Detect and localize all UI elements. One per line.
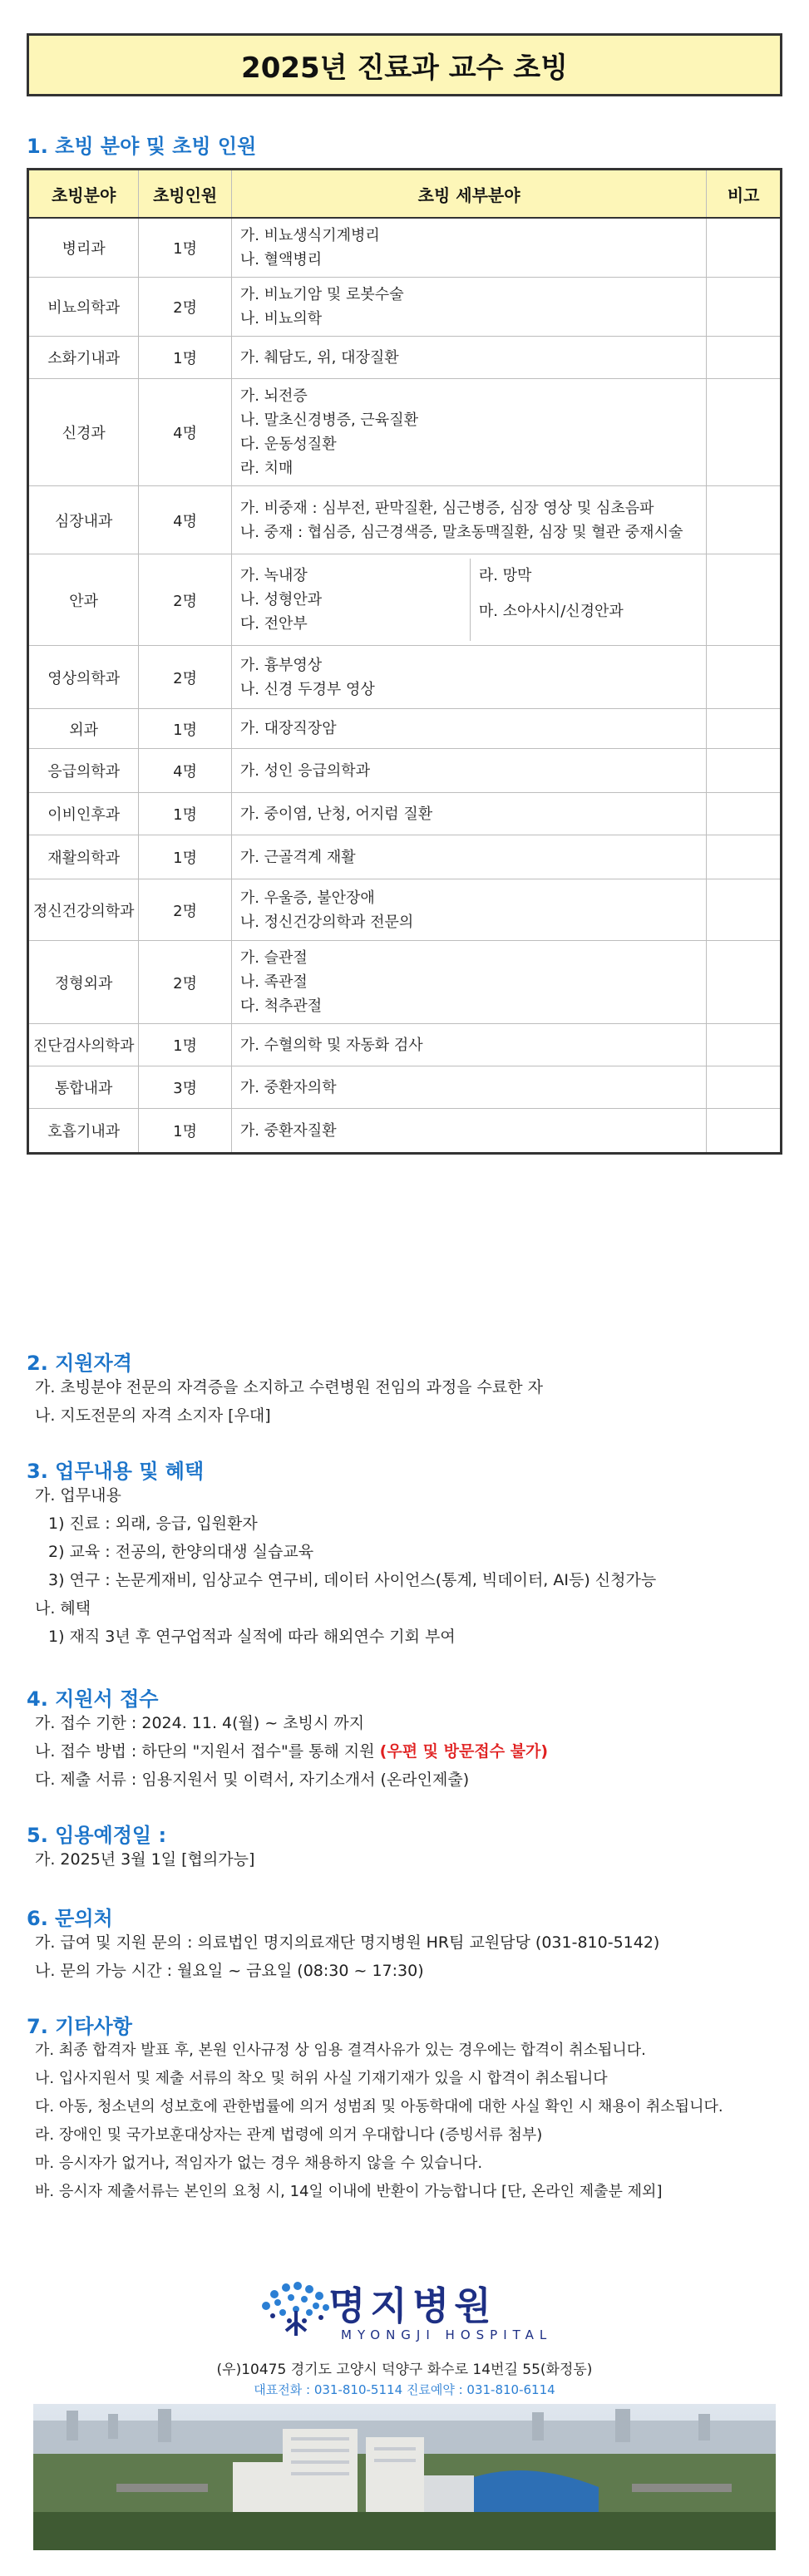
dept-cell: 정신건강의학과 — [28, 879, 139, 941]
hospital-phone: 대표전화 : 031-810-5114 진료예약 : 031-810-6114 — [254, 2382, 555, 2397]
count-cell: 1명 — [139, 218, 231, 278]
section2-line: 가. 초빙분야 전문의 자격증을 소지하고 수련병원 전임의 과정을 수료한 자 — [35, 1378, 544, 1396]
table-row — [28, 278, 782, 337]
count-cell: 3명 — [139, 1066, 231, 1109]
column-header-dept: 초빙분야 — [28, 170, 139, 219]
detail-cell — [231, 646, 707, 709]
count-cell: 4명 — [139, 486, 231, 554]
detail-line: 가. 우울증, 불안장애 — [239, 889, 375, 907]
note-cell — [707, 379, 782, 486]
section4-warning: (우편 및 방문접수 불가) — [379, 1742, 549, 1761]
note-cell — [707, 835, 782, 879]
section6-line: 가. 급여 및 지원 문의 : 의료법인 명지의료재단 명지병원 HR팀 교원담당 (031-810-5142) — [35, 1933, 660, 1952]
detail-line: 라. 치매 — [239, 460, 294, 477]
table-row — [28, 879, 782, 941]
hospital-name-ko: 명지병원 — [328, 2283, 496, 2328]
table-row — [28, 646, 782, 709]
detail-cell — [231, 1109, 707, 1154]
note-cell — [707, 278, 782, 337]
section1-heading: 1. 초빙 분야 및 초빙 인원 — [27, 135, 257, 158]
section7-heading: 7. 기타사항 — [27, 2015, 132, 2038]
section6-body — [35, 1928, 659, 1985]
section4-body — [35, 1709, 548, 1794]
column-header-note: 비고 — [707, 170, 782, 219]
detail-line: 가. 대장직장암 — [239, 720, 337, 737]
section7-line: 라. 장애인 및 국가보훈대상자는 관계 법령에 의거 우대합니다 (증빙서류 첨부) — [35, 2126, 543, 2144]
count-cell: 2명 — [139, 879, 231, 941]
section3-line: 1) 재직 3년 후 연구업적과 실적에 따라 해외연수 기회 부여 — [48, 1628, 456, 1646]
dept-cell: 외과 — [28, 709, 139, 749]
detail-cell — [231, 941, 707, 1024]
dept-cell: 소화기내과 — [28, 337, 139, 379]
detail-line: 다. 전안부 — [239, 615, 308, 633]
detail-line: 가. 뇌전증 — [239, 387, 308, 405]
count-cell: 2명 — [139, 646, 231, 709]
detail-cell — [231, 709, 707, 749]
dept-cell: 진단검사의학과 — [28, 1024, 139, 1066]
detail-cell — [231, 793, 707, 835]
section7-line: 다. 아동, 청소년의 성보호에 관한법률에 의거 성범죄 및 아동학대에 대한 사실 확인 시 채용이 취소됩니다. — [35, 2098, 723, 2115]
detail-cell — [231, 278, 707, 337]
detail-line: 가. 흉부영상 — [239, 656, 323, 674]
note-cell — [707, 709, 782, 749]
recruitment-table — [27, 168, 782, 1155]
detail-cell — [231, 554, 707, 646]
detail-line: 다. 척추관절 — [239, 997, 323, 1015]
detail-line: 나. 신경 두경부 영상 — [239, 680, 375, 698]
detail-line: 나. 족관절 — [239, 973, 308, 991]
section3-heading: 3. 업무내용 및 혜택 — [27, 1460, 205, 1483]
note-cell — [707, 1109, 782, 1154]
table-row — [28, 835, 782, 879]
detail-line: 가. 성인 응급의학과 — [239, 761, 371, 780]
count-cell: 2명 — [139, 278, 231, 337]
detail-line: 가. 중환자질환 — [239, 1121, 337, 1140]
section7-line: 가. 최종 합격자 발표 후, 본원 인사규정 상 임용 결격사유가 있는 경우에는 합격이 취소됩니다. — [35, 2042, 646, 2059]
detail-cell — [231, 337, 707, 379]
section3-line: 가. 업무내용 — [35, 1486, 121, 1505]
note-cell — [707, 486, 782, 554]
note-cell — [707, 1066, 782, 1109]
section4-line: 가. 접수 기한 : 2024. 11. 4(월) ~ 초빙시 까지 — [35, 1714, 365, 1732]
dept-cell: 재활의학과 — [28, 835, 139, 879]
detail-line: 가. 녹내장 — [239, 567, 308, 584]
detail-line: 가. 중환자의학 — [239, 1078, 337, 1096]
note-cell — [707, 554, 782, 646]
note-cell — [707, 337, 782, 379]
note-cell — [707, 793, 782, 835]
section2-heading: 2. 지원자격 — [27, 1352, 132, 1375]
section5-heading: 5. 임용예정일 : — [27, 1824, 167, 1847]
section7-line: 나. 입사지원서 및 제출 서류의 착오 및 허위 사실 기재기재가 있을 시 합격이 취소됩니다 — [35, 2070, 608, 2087]
section3-line: 1) 진료 : 외래, 응급, 입원환자 — [48, 1515, 258, 1533]
table-header-row — [28, 170, 782, 219]
dept-cell: 병리과 — [28, 218, 139, 278]
section4-method-text: 나. 접수 방법 : 하단의 "지원서 접수"를 통해 지원 — [35, 1742, 380, 1761]
detail-line: 나. 성형안과 — [239, 591, 323, 608]
section4-line — [35, 1737, 548, 1766]
detail-line: 가. 수혈의학 및 자동화 검사 — [239, 1036, 423, 1054]
detail-cell — [231, 879, 707, 941]
count-cell: 1명 — [139, 1024, 231, 1066]
detail-cell — [231, 835, 707, 879]
table-row — [28, 337, 782, 379]
note-cell — [707, 1024, 782, 1066]
note-cell — [707, 749, 782, 793]
hospital-aerial-photo — [33, 2404, 776, 2550]
note-cell — [707, 941, 782, 1024]
table-row — [28, 379, 782, 486]
detail-cell — [231, 486, 707, 554]
section5-line: 가. 2025년 3월 1일 [협의가능] — [35, 1850, 255, 1869]
count-cell: 4명 — [139, 379, 231, 486]
detail-line: 가. 비뇨기암 및 로봇수술 — [239, 286, 404, 303]
count-cell: 4명 — [139, 749, 231, 793]
count-cell: 2명 — [139, 554, 231, 646]
table-row — [28, 941, 782, 1024]
table-row — [28, 1066, 782, 1109]
table-row — [28, 709, 782, 749]
dept-cell: 신경과 — [28, 379, 139, 486]
table-row — [28, 486, 782, 554]
detail-line: 가. 근골격계 재활 — [239, 848, 356, 866]
section6-heading: 6. 문의처 — [27, 1907, 113, 1930]
detail-line: 나. 정신건강의학과 전문의 — [239, 913, 414, 931]
dept-cell: 통합내과 — [28, 1066, 139, 1109]
count-cell: 1명 — [139, 709, 231, 749]
dept-cell: 심장내과 — [28, 486, 139, 554]
section2-body — [35, 1373, 543, 1430]
section3-body — [35, 1481, 656, 1651]
count-cell: 1명 — [139, 793, 231, 835]
dept-cell: 호흡기내과 — [28, 1109, 139, 1154]
detail-line: 라. 망막 — [478, 567, 532, 584]
detail-line: 나. 중재 : 협심증, 심근경색증, 말초동맥질환, 심장 및 혈관 중재시술 — [239, 523, 683, 541]
detail-line: 가. 중이염, 난청, 어지럼 질환 — [239, 805, 433, 823]
column-header-detail: 초빙 세부분야 — [231, 170, 707, 219]
page-title: 2025년 진료과 교수 초빙 — [241, 51, 568, 85]
detail-line: 마. 소아사시/신경안과 — [478, 603, 624, 620]
column-header-count: 초빙인원 — [139, 170, 231, 219]
detail-cell — [231, 379, 707, 486]
section7-line: 마. 응시자가 없거나, 적임자가 없는 경우 채용하지 않을 수 있습니다. — [35, 2155, 483, 2172]
dept-cell: 안과 — [28, 554, 139, 646]
section4-heading: 4. 지원서 접수 — [27, 1687, 159, 1711]
detail-line: 나. 비뇨의학 — [239, 310, 323, 328]
detail-line: 가. 슬관절 — [239, 949, 308, 967]
detail-cell — [231, 218, 707, 278]
hospital-address: (우)10475 경기도 고양시 덕양구 화수로 14번길 55(화정동) — [216, 2362, 593, 2378]
section4-line: 다. 제출 서류 : 임용지원서 및 이력서, 자기소개서 (온라인제출) — [35, 1771, 470, 1789]
section6-line: 나. 문의 가능 시간 : 월요일 ~ 금요일 (08:30 ~ 17:30) — [35, 1962, 424, 1980]
table-row — [28, 793, 782, 835]
count-cell: 1명 — [139, 1109, 231, 1154]
dept-cell: 비뇨의학과 — [28, 278, 139, 337]
section7-body — [35, 2037, 723, 2206]
section3-line: 3) 연구 : 논문게재비, 임상교수 연구비, 데이터 사이언스(통계, 빅데이터, AI등) 신청가능 — [48, 1571, 657, 1589]
dept-cell: 응급의학과 — [28, 749, 139, 793]
note-cell — [707, 879, 782, 941]
count-cell: 1명 — [139, 337, 231, 379]
section3-line: 2) 교육 : 전공의, 한양의대생 실습교육 — [48, 1543, 314, 1561]
section5-body — [35, 1845, 254, 1874]
detail-cell — [231, 1024, 707, 1066]
count-cell: 2명 — [139, 941, 231, 1024]
dept-cell: 영상의학과 — [28, 646, 139, 709]
detail-line: 가. 비뇨생식기계병리 — [239, 227, 380, 244]
detail-cell — [231, 1066, 707, 1109]
dept-cell: 이비인후과 — [28, 793, 139, 835]
detail-cell — [231, 749, 707, 793]
table-row — [28, 1109, 782, 1154]
count-cell: 1명 — [139, 835, 231, 879]
dept-cell: 정형외과 — [28, 941, 139, 1024]
note-cell — [707, 218, 782, 278]
table-row — [28, 1024, 782, 1066]
detail-line: 나. 혈액병리 — [239, 251, 323, 268]
detail-line: 다. 운동성질환 — [239, 436, 337, 453]
detail-line: 가. 췌담도, 위, 대장질환 — [239, 348, 399, 367]
note-cell — [707, 646, 782, 709]
table-row — [28, 749, 782, 793]
section3-line: 나. 혜택 — [35, 1599, 91, 1618]
table-row — [28, 554, 782, 646]
detail-line: 나. 말초신경병증, 근육질환 — [239, 411, 418, 429]
section2-line: 나. 지도전문의 자격 소지자 [우대] — [35, 1406, 271, 1425]
page-title-box — [27, 33, 782, 96]
table-row — [28, 218, 782, 278]
detail-line: 가. 비중재 : 심부전, 판막질환, 심근병증, 심장 영상 및 심초음파 — [239, 499, 654, 517]
hospital-name-en: MYONGJI HOSPITAL — [341, 2327, 553, 2342]
section7-line: 바. 응시자 제출서류는 본인의 요청 시, 14일 이내에 반환이 가능합니다 [단, 온라인 제출분 제외] — [35, 2183, 663, 2200]
